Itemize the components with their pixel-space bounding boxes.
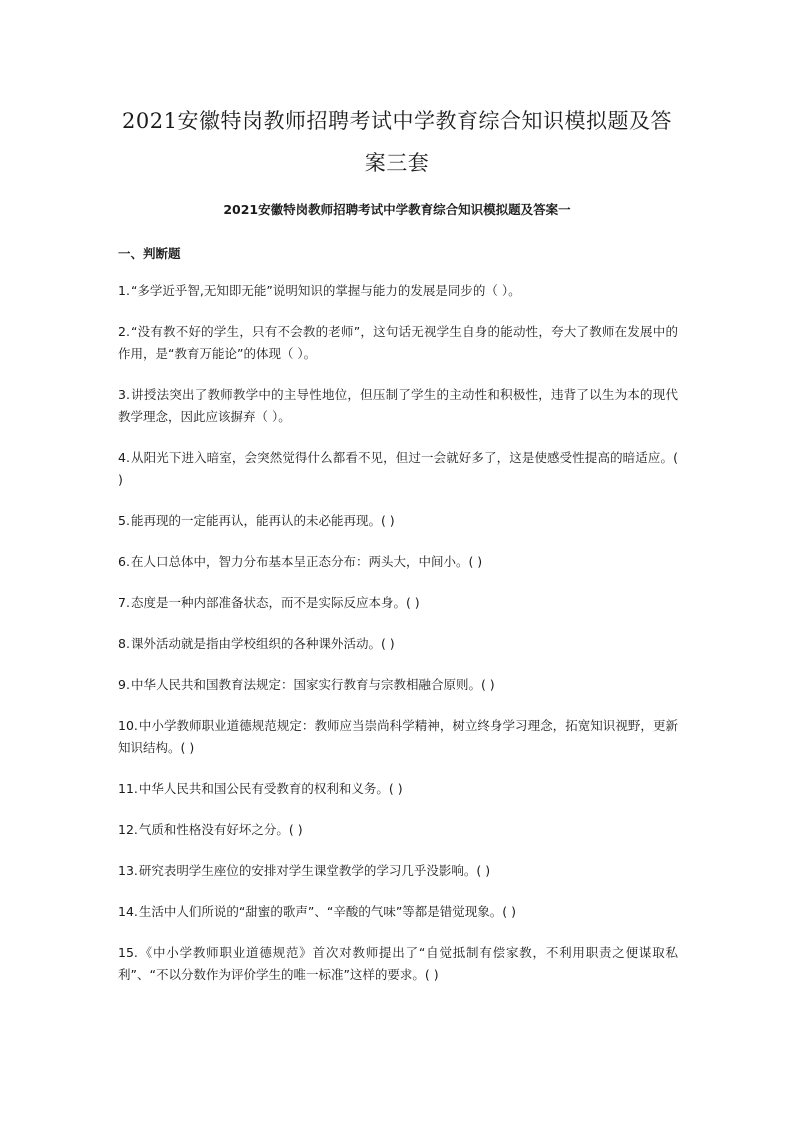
question-number: 3. (118, 387, 130, 402)
question-text: 从阳光下进入暗室，会突然觉得什么都看不见，但过一会就好多了，这是使感受性提高的暗适应。( ) (118, 450, 678, 487)
document-title-line-2: 案三套 (364, 151, 430, 175)
question-text: 态度是一种内部准备状态，而不是实际反应本身。( ) (130, 595, 420, 610)
question-11 (118, 778, 678, 800)
question-14 (118, 901, 678, 923)
question-12 (118, 819, 678, 841)
question-number: 12. (118, 822, 138, 837)
question-text: 生活中人们所说的“甜蜜的歌声”、“辛酸的气味”等都是错觉现象。( ) (138, 904, 517, 919)
question-3 (118, 384, 678, 428)
document-title-line-1: 2021安徽特岗教师招聘考试中学教育综合知识模拟题及答 (122, 109, 672, 133)
question-text: “没有教不好的学生，只有不会教的老师”，这句话无视学生自身的能动性，夸大了教师在发展中的作用，是“教育万能论”的体现（ ）。 (118, 324, 678, 361)
question-text: 课外活动就是指由学校组织的各种课外活动。( ) (130, 636, 395, 651)
question-2 (118, 321, 678, 365)
question-8 (118, 633, 678, 655)
question-text: 中小学教师职业道德规范规定：教师应当崇尚科学精神，树立终身学习理念，拓宽知识视野，更新知识结构。( ) (118, 718, 678, 755)
question-list (118, 280, 678, 1005)
question-number: 1. (118, 283, 130, 298)
question-10 (118, 715, 678, 759)
question-number: 8. (118, 636, 130, 651)
section-heading-true-false: 一、判断题 (118, 246, 181, 261)
question-number: 2. (118, 324, 130, 339)
question-text: 中华人民共和国教育法规定：国家实行教育与宗教相融合原则。( ) (130, 677, 495, 692)
question-15 (118, 942, 678, 986)
question-text: 气质和性格没有好坏之分。( ) (138, 822, 303, 837)
question-9 (118, 674, 678, 696)
question-4 (118, 447, 678, 491)
question-text: 讲授法突出了教师教学中的主导性地位，但压制了学生的主动性和积极性，违背了以生为本的现代教学理念，因此应该摒弃（ ）。 (118, 387, 678, 424)
question-6 (118, 551, 678, 573)
question-text: 研究表明学生座位的安排对学生课堂教学的学习几乎没影响。( ) (138, 863, 491, 878)
question-text: 中华人民共和国公民有受教育的权利和义务。( ) (138, 781, 403, 796)
question-7 (118, 592, 678, 614)
question-number: 15. (118, 945, 138, 960)
question-text: 在人口总体中，智力分布基本呈正态分布：两头大，中间小。( ) (130, 554, 483, 569)
question-5 (118, 510, 678, 532)
question-text: “多学近乎智,无知即无能”说明知识的掌握与能力的发展是同步的（ ）。 (130, 283, 521, 298)
question-number: 9. (118, 677, 130, 692)
question-number: 5. (118, 513, 130, 528)
question-number: 7. (118, 595, 130, 610)
question-number: 13. (118, 863, 138, 878)
question-text: 能再现的一定能再认，能再认的未必能再现。( ) (130, 513, 395, 528)
question-number: 11. (118, 781, 138, 796)
question-13 (118, 860, 678, 882)
question-number: 6. (118, 554, 130, 569)
question-number: 4. (118, 450, 130, 465)
question-1 (118, 280, 678, 302)
question-number: 10. (118, 718, 138, 733)
document-subtitle: 2021安徽特岗教师招聘考试中学教育综合知识模拟题及答案一 (223, 202, 571, 217)
question-number: 14. (118, 904, 138, 919)
question-text: 《中小学教师职业道德规范》首次对教师提出了“自觉抵制有偿家教，不利用职责之便谋取私利”、“不以分数作为评价学生的唯一标准”这样的要求。( ) (118, 945, 678, 982)
